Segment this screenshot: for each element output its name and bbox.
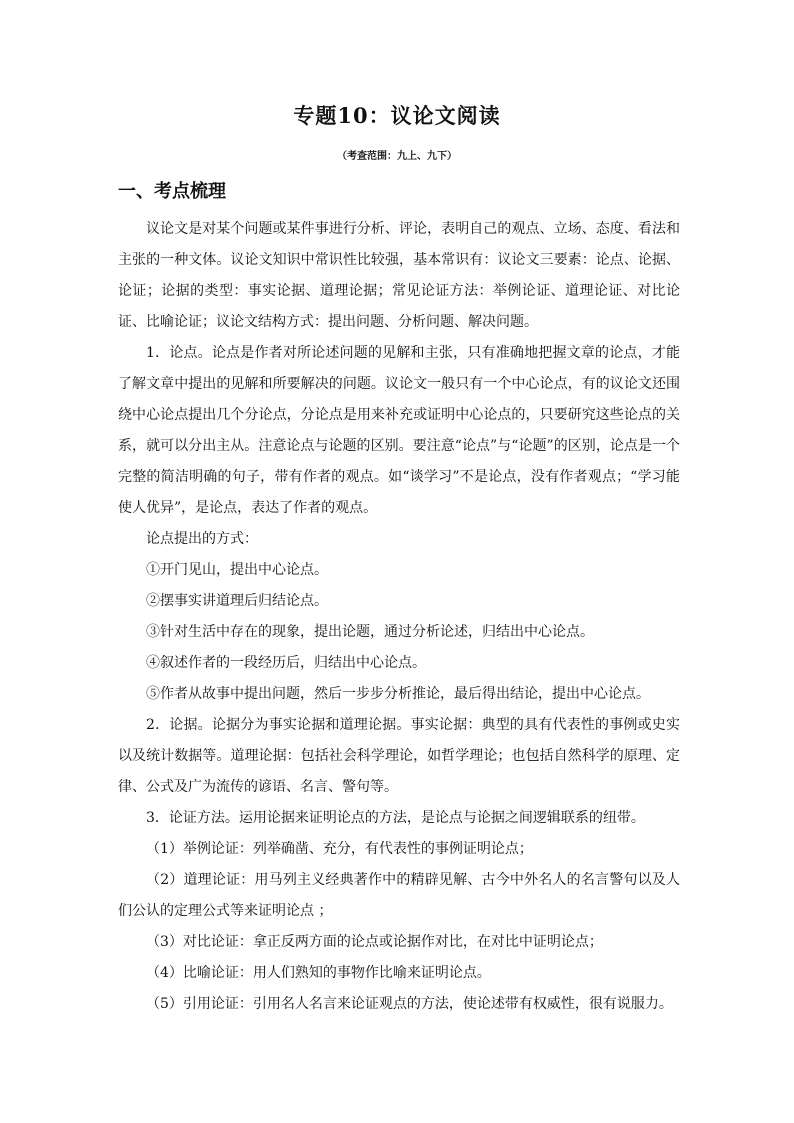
- list-item: ②摆事实讲道理后归结论点。: [146, 593, 328, 609]
- document-subtitle: （考查范围：九上、九下）: [337, 151, 457, 162]
- list-item: （1）举例论证：列举确凿、充分，有代表性的事例证明论点；: [146, 841, 533, 857]
- list-item: （2）道理论证：用马列主义经典著作中的精辟见解、古今中外名人的名言警句以及人们公认的定理公式等来证明论点 ；: [118, 872, 680, 919]
- list-item: ①开门见山，提出中心论点。: [146, 562, 328, 578]
- document-title: 专题10：议论文阅读: [293, 103, 501, 128]
- list-item: （4）比喻论证：用人们熟知的事物作比喻来证明论点。: [146, 965, 491, 981]
- evidence-paragraph: 2．论据。论据分为事实论据和道理论据。事实论据：典型的具有代表性的事例或史实以及统计数据等。道理论据：包括社会科学理论，如哲学理论；也包括自然科学的原理、定律、公式及广为流传的谚语、名言、警句等。: [118, 717, 680, 795]
- list-item: ⑤作者从故事中提出问题，然后一步步分析推论，最后得出结论，提出中心论点。: [146, 686, 650, 702]
- section-heading: 一、考点梳理: [118, 181, 226, 202]
- argument-methods-paragraph: 3．论证方法。运用论据来证明论点的方法，是论点与论据之间逻辑联系的纽带。: [146, 810, 645, 826]
- list-item: ④叙述作者的一段经历后，归结出中心论点。: [146, 655, 426, 671]
- list-item: （3）对比论证：拿正反两方面的论点或论据作对比，在对比中证明论点；: [146, 934, 603, 950]
- list-item: （5）引用论证：引用名人名言来论证观点的方法，使论述带有权威性，很有说服力。: [146, 996, 673, 1012]
- thesis-methods-heading: 论点提出的方式：: [146, 531, 258, 547]
- intro-paragraph: 议论文是对某个问题或某件事进行分析、评论，表明自己的观点、立场、态度、看法和主张的一种文体。议论文知识中常识性比较强，基本常识有：议论文三要素：论点、论据、论证；论据的类型：事实论据、道理论据；常见论证方法：举例论证、道理论证、对比论证、比喻论证；议论文结构方式：提出问题、分析问题、解决问题。: [118, 221, 680, 330]
- document-body: [118, 214, 680, 1020]
- thesis-paragraph: 1．论点。论点是作者对所论述问题的见解和主张，只有准确地把握文章的论点，才能了解文章中提出的见解和所要解决的问题。议论文一般只有一个中心论点，有的议论文还围绕中心论点提出几个分论点，分论点是用来补充或证明中心论点的，只要研究这些论点的关系，就可以分出主从。注意论点与论题的区别。要注意“论点”与“论题”的区别，论点是一个完整的简洁明确的句子，带有作者的观点。如“谈学习”不是论点，没有作者观点；“学习能使人优异”，是论点，表达了作者的观点。: [118, 345, 680, 516]
- list-item: ③针对生活中存在的现象，提出论题，通过分析论述，归结出中心论点。: [146, 624, 594, 640]
